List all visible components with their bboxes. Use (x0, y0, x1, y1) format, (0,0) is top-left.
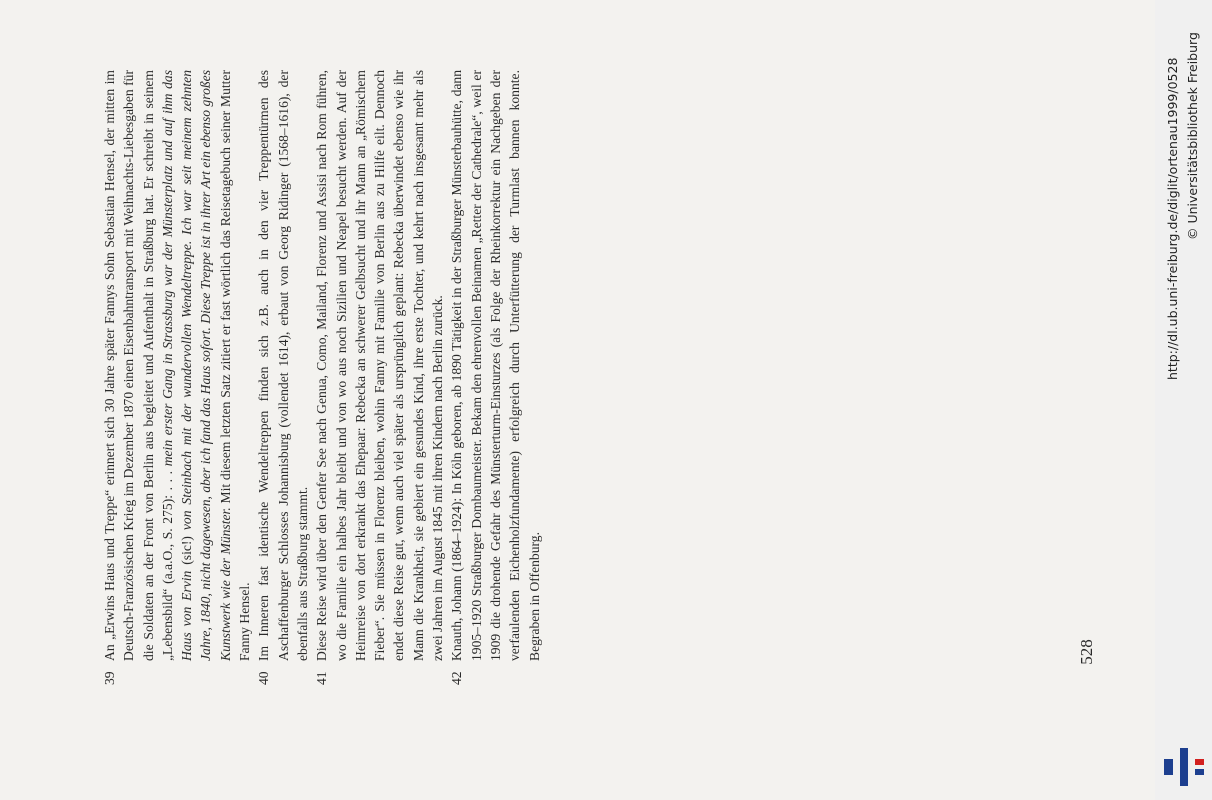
logo-bar-right-top (1195, 759, 1204, 765)
footnote-number: 40 (256, 671, 272, 685)
footnote-text (312, 70, 447, 661)
footnote-segment: Mit diesem letzten Satz zitiert er fast wörtlich das Reisetagebuch seiner Mutter Fanny Hensel. (217, 70, 253, 661)
footnote-text (100, 70, 254, 661)
footnote-number: 41 (314, 671, 330, 685)
strip-text (1155, 0, 1212, 800)
copyright-notice: © Universitätsbibliothek Freiburg (1185, 32, 1200, 240)
footnote-text (447, 70, 543, 661)
footnote-segment: Diese Reise wird über den Genfer See nach Genua, Como, Mailand, Florenz und Assisi nach Rom führen, wo die Familie ein halbes Jahr bleibt und von wo aus noch Sizilien und Neapel besucht werden. Auf der Heimreise von dort erkrankt das Ehepaar: Rebecka an schwerer Gelbsucht und ihr Mann an „Römischem Fieber“. Sie müssen in Florenz bleiben, wohin Fanny mit Familie von Berlin aus zu Hilfe eilt. Dennoch endet diese Reise gut, wenn auch viel später als ursprünglich geplant: Rebecka überwindet ebenso wie ihr Mann die Krankheit, sie gebiert ein gesundes Kind, ihre erste Tochter, und kehrt nach insgesamt mehr als zwei Jahren im August 1845 mit ihren Kindern nach Berlin zurück. (314, 70, 446, 661)
footnote-41 (312, 70, 447, 685)
footnote-quote: mein erster Gang in Strassburg war der Münsterplatz und auf ihm das Haus von Ervin (159, 70, 195, 661)
footnote-text (254, 70, 312, 661)
logo-bar-left (1164, 759, 1173, 775)
footnote-segment: (sic!) (179, 530, 195, 571)
source-url-link[interactable]: http://dl.ub.uni-freiburg.de/diglit/ortenau1999/0528 (1165, 57, 1180, 380)
page-number: 528 (1077, 639, 1096, 665)
footnote-quote: von Steinbach mit der wundervollen Wendeltreppe. Ich war seit meinem zehnten Jahre, 1840, nicht dagewesen, aber ich fand das Haus sofort. Diese Treppe ist in ihrer Art ein ebenso großes Kunstwerk wie der Münster. (179, 69, 233, 661)
library-margin-strip (1155, 0, 1212, 800)
footnote-number: 42 (449, 671, 465, 685)
logo-bar-center (1180, 748, 1188, 786)
footnote-40 (254, 70, 312, 685)
footnote-segment: An „Erwins Haus und Treppe“ erinnert sich 30 Jahre später Fannys Sohn Sebastian Hensel, der mitten im Deutsch-Französischen Krieg im Dezember 1870 einen Eisenbahntransport mit Weihnachts-Liebesgaben für die Soldaten an der Front von Berlin aus begleitet und Aufenthalt in Straßburg hat. Er schreibt in seinem „Lebensbild“ (a.a.O., S. 275): . . . (102, 70, 175, 661)
footnote-42 (447, 70, 543, 685)
footnote-number: 39 (102, 671, 117, 685)
footnote-segment: Im Inneren fast identische Wendeltreppen finden sich z.B. auch in den vier Treppentürmen des Aschaffenburger Schlosses Johannisburg (vollendet 1614), erbaut von Georg Ridinger (1568–1616), der ebenfalls aus Straßburg stammt. (256, 70, 310, 661)
ub-freiburg-logo-icon (1162, 745, 1206, 789)
footnote-39 (100, 70, 254, 685)
footnotes-block (100, 70, 640, 685)
logo-bar-right-bottom (1195, 769, 1204, 775)
footnote-segment: Knauth, Johann (1864–1924): In Köln geboren, ab 1890 Tätigkeit in der Straßburger Münsterbauhütte, dann 1905–1920 Straßburger Dombaumeister. Bekam den ehrenvollen Beinamen „Retter der Cathedrale“, weil er 1909 die drohende Gefahr des Münsterturm-Einsturzes (als Folge der Rheinkorrektur ein Nachgeben der verfaulenden Eichenholzfundamente) erfolgreich durch Unterfütterung der Turmlast bannen konnte. Begraben in Offenburg. (449, 70, 542, 661)
